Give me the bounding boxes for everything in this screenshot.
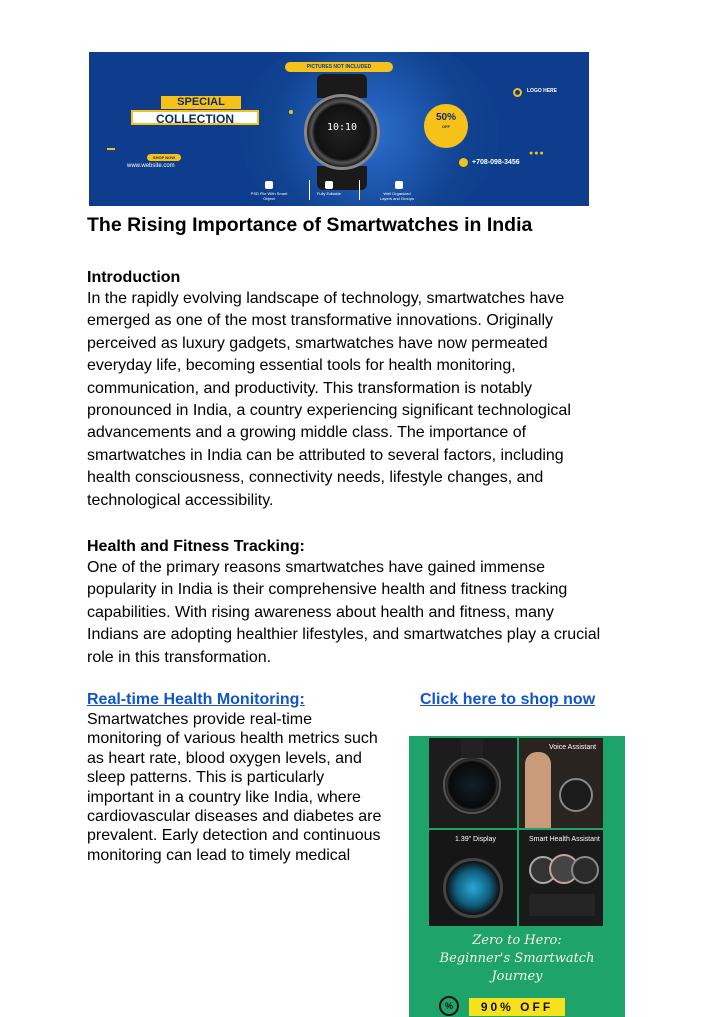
intro-line: smartwatches in India can be attributed to several factors, including xyxy=(87,446,564,464)
feature-list xyxy=(529,894,595,916)
intro-line: emerged as one of the most transformative innovations. Originally xyxy=(87,312,554,330)
discount-badge: 90% OFF xyxy=(469,998,565,1016)
realtime-line: important in a country like India, where xyxy=(87,788,361,806)
feature-3: Well Organized Layers and Groups xyxy=(379,191,415,201)
watch-time: 10:10 xyxy=(326,122,358,133)
feature-divider xyxy=(359,180,360,200)
fitness-line: role in this transformation. xyxy=(87,648,272,666)
ad-tile-watch xyxy=(429,738,517,828)
fitness-line: capabilities. With rising awareness about health and fitness, many xyxy=(87,603,554,621)
realtime-monitoring-link[interactable]: Real-time Health Monitoring: xyxy=(87,691,305,708)
realtime-line: Smartwatches provide real-time xyxy=(87,711,312,728)
realtime-line: sleep patterns. This is particularly xyxy=(87,769,325,787)
layers-icon xyxy=(395,181,403,189)
offer-badge xyxy=(424,104,468,148)
intro-line: technological accessibility. xyxy=(87,491,274,509)
tile-label-voice: Voice Assistant xyxy=(549,744,597,751)
intro-paragraph xyxy=(87,288,647,512)
intro-line: advancements and a growing middle class. The importance of xyxy=(87,424,527,442)
watch-face-icon xyxy=(571,856,599,884)
watch-face-icon xyxy=(443,756,501,814)
watch-face-icon xyxy=(443,858,503,918)
fitness-line: One of the primary reasons smartwatches have gained immense xyxy=(87,559,545,576)
feature-2: Fully Editable xyxy=(316,191,341,196)
tagline-line: Zero to Hero: xyxy=(472,933,562,948)
tile-label-display: 1.39" Display xyxy=(455,836,497,843)
logo-text: LOGO HERE xyxy=(527,88,558,94)
fitness-line: Indians are adopting healthier lifestyles, and smartwatches play a crucial xyxy=(87,626,601,644)
realtime-line: as heart rate, blood oxygen levels, and xyxy=(87,749,362,767)
offer-sub: OFF xyxy=(442,124,450,129)
intro-heading: Introduction xyxy=(87,269,181,286)
intro-line: perceived as luxury gadgets, smartwatches have now permeated xyxy=(87,334,548,352)
banner-headline-special: SPECIAL xyxy=(161,96,241,109)
ad-tile-display xyxy=(429,830,517,926)
ad-tagline xyxy=(409,932,625,986)
edit-icon xyxy=(325,181,333,189)
realtime-line: prevalent. Early detection and continuous xyxy=(87,827,381,845)
fitness-paragraph xyxy=(87,557,647,669)
realtime-line: cardiovascular diseases and diabetes are xyxy=(87,808,382,826)
smartwatch-ad-image[interactable] xyxy=(409,736,625,1017)
banner-headline-collection: COLLECTION xyxy=(131,110,259,125)
tagline-line: Journey xyxy=(491,969,543,984)
tile-label-health: Smart Health Assistant xyxy=(529,836,600,843)
fitness-line: popularity in India is their comprehensive health and fitness tracking xyxy=(87,581,568,599)
tagline-line: Beginner's Smartwatch xyxy=(439,951,595,966)
banner-website: www.website.com xyxy=(127,163,175,169)
psd-file-icon xyxy=(265,181,273,189)
banner-pill: PICTURES NOT INCLUDED xyxy=(285,62,393,72)
realtime-line: monitoring of various health metrics such xyxy=(87,730,378,748)
shop-now-link[interactable]: Click here to shop now xyxy=(420,691,596,708)
intro-line: everyday life, becoming essential tools for health monitoring, xyxy=(87,357,516,375)
intro-line: In the rapidly evolving landscape of technology, smartwatches have xyxy=(87,290,565,307)
percent-icon: % xyxy=(439,996,459,1016)
feature-divider xyxy=(309,180,310,200)
decor-line xyxy=(107,148,115,150)
logo-icon xyxy=(513,88,522,97)
realtime-line: monitoring can lead to timely medical xyxy=(87,846,351,864)
social-icons: ●●● xyxy=(529,150,545,157)
banner-shop-button: SHOP NOW xyxy=(147,154,181,161)
ad-tile-voice xyxy=(519,738,603,828)
realtime-paragraph xyxy=(87,710,407,865)
watch-face-icon xyxy=(559,778,593,812)
article-title: The Rising Importance of Smartwatches in India xyxy=(87,214,533,236)
feature-1: PSD File With Smart Object xyxy=(250,191,288,201)
decor-dot xyxy=(289,110,293,114)
offer-main: 50% xyxy=(435,112,456,123)
banner-phone: +708-098-3456 xyxy=(472,159,520,166)
phone-icon xyxy=(459,158,468,167)
intro-line: communication, and productivity. This transformation is notably xyxy=(87,379,532,397)
watch-strap xyxy=(461,738,483,758)
model-figure xyxy=(525,752,551,828)
fitness-heading: Health and Fitness Tracking: xyxy=(87,538,305,555)
intro-line: health consciousness, connectivity needs, lifestyle changes, and xyxy=(87,469,544,487)
intro-line: pronounced in India, a country experiencing significant technological xyxy=(87,402,571,420)
ad-tile-health xyxy=(519,830,603,926)
hero-banner-image xyxy=(89,52,589,206)
